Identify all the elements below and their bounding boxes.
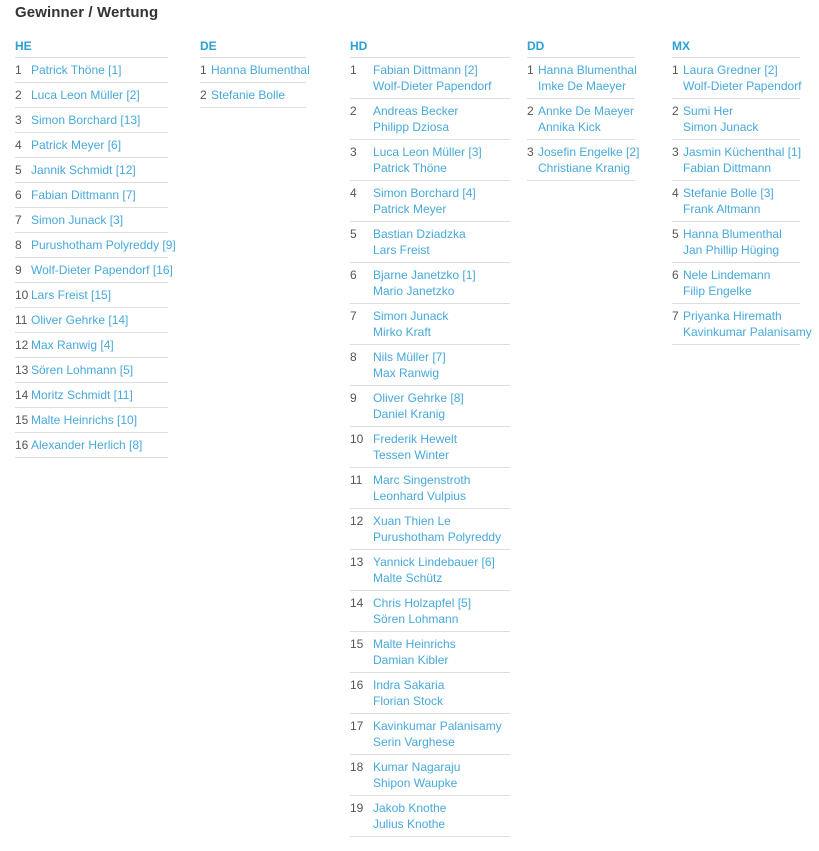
rank-number: 2 <box>15 88 22 102</box>
ranking-row <box>350 509 510 550</box>
ranking-row <box>15 108 168 133</box>
player-link[interactable]: Patrick Thöne [1] <box>31 63 122 77</box>
player-link[interactable]: Marc Singenstroth <box>373 473 471 487</box>
rank-number: 5 <box>350 227 357 241</box>
player-link[interactable]: Josefin Engelke [2] <box>538 145 640 159</box>
ranking-column <box>15 39 176 458</box>
rank-number: 6 <box>350 268 357 282</box>
ranking-row <box>527 58 635 99</box>
event-header-mx[interactable]: MX <box>672 40 800 58</box>
player-names <box>683 62 800 94</box>
rank-number: 16 <box>15 438 29 452</box>
rank-number: 17 <box>350 719 364 733</box>
player-names <box>538 144 640 176</box>
rank-number: 4 <box>672 186 679 200</box>
ranking-row <box>350 468 510 509</box>
player-names <box>373 185 510 217</box>
player-link[interactable]: Jasmin Küchenthal [1] <box>683 145 802 159</box>
rank-number: 10 <box>350 432 364 446</box>
player-names <box>31 262 173 278</box>
ranking-row <box>672 181 800 222</box>
player-names <box>31 212 168 228</box>
player-names <box>683 226 800 258</box>
rank-number: 1 <box>200 63 207 77</box>
rank-number: 3 <box>672 145 679 159</box>
player-names <box>373 759 510 791</box>
player-names <box>373 103 510 135</box>
ranking-row <box>15 233 176 258</box>
ranking-row <box>15 183 168 208</box>
ranking-row <box>15 258 173 283</box>
player-names <box>683 144 800 176</box>
player-link[interactable]: Stefanie Bolle <box>211 88 286 102</box>
ranking-row <box>15 208 168 233</box>
player-link[interactable]: Serin Varghese <box>373 735 455 749</box>
rank-number: 8 <box>15 238 22 252</box>
player-names <box>31 237 176 253</box>
event-header-hd[interactable]: HD <box>350 40 510 58</box>
ranking-row <box>672 263 800 304</box>
player-link[interactable]: Jannik Schmidt [12] <box>31 163 136 177</box>
player-names <box>538 103 635 135</box>
ranking-row <box>350 714 510 755</box>
ranking-row <box>350 550 510 591</box>
ranking-row <box>15 83 168 108</box>
player-link[interactable]: Annke De Maeyer <box>538 104 635 118</box>
player-names <box>31 337 168 353</box>
rank-number: 12 <box>350 514 364 528</box>
rank-number: 4 <box>15 138 22 152</box>
rank-number: 8 <box>350 350 357 364</box>
ranking-row <box>350 427 510 468</box>
player-link[interactable]: Wolf-Dieter Papendorf [16] <box>31 263 173 277</box>
player-names <box>373 554 510 586</box>
ranking-row <box>672 99 800 140</box>
player-link[interactable]: Xuan Thien Le <box>373 514 451 528</box>
player-names <box>683 267 800 299</box>
player-link[interactable]: Simon Borchard [4] <box>373 186 476 200</box>
ranking-row <box>672 58 800 99</box>
player-link[interactable]: Priyanka Hiremath <box>683 309 782 323</box>
player-link[interactable]: Luca Leon Müller [2] <box>31 88 140 102</box>
player-link[interactable]: Patrick Meyer <box>373 202 447 216</box>
ranking-row <box>672 304 812 345</box>
ranking-row <box>15 283 168 308</box>
player-link[interactable]: Florian Stock <box>373 694 444 708</box>
ranking-row <box>672 140 800 181</box>
player-link[interactable]: Chris Holzapfel [5] <box>373 596 472 610</box>
rank-number: 13 <box>350 555 364 569</box>
ranking-row <box>15 158 168 183</box>
player-link[interactable]: Annika Kick <box>538 120 601 134</box>
player-names <box>31 412 168 428</box>
rank-number: 11 <box>350 473 363 487</box>
player-link[interactable]: Mirko Kraft <box>373 325 432 339</box>
player-link[interactable]: Max Ranwig [4] <box>31 338 114 352</box>
player-names <box>31 287 168 303</box>
player-link[interactable]: Jakob Knothe <box>373 801 447 815</box>
player-link[interactable]: Fabian Dittmann [7] <box>31 188 136 202</box>
player-link[interactable]: Fabian Dittmann [2] <box>373 63 478 77</box>
player-link[interactable]: Julius Knothe <box>373 817 446 831</box>
rank-number: 6 <box>15 188 22 202</box>
ranking-row <box>350 58 510 99</box>
rank-number: 15 <box>350 637 364 651</box>
ranking-row <box>350 796 510 837</box>
player-link[interactable]: Lars Freist [15] <box>31 288 112 302</box>
player-names <box>31 112 168 128</box>
player-names <box>538 62 635 94</box>
player-names <box>31 387 168 403</box>
event-header-de[interactable]: DE <box>200 40 306 58</box>
ranking-row <box>15 433 168 458</box>
player-names <box>683 308 812 340</box>
player-link[interactable]: Simon Junack [3] <box>31 213 124 227</box>
rank-number: 2 <box>200 88 207 102</box>
rank-number: 1 <box>527 63 534 77</box>
ranking-row <box>15 308 168 333</box>
player-link[interactable]: Hanna Blumenthal <box>683 227 782 241</box>
rank-number: 5 <box>672 227 679 241</box>
ranking-column <box>350 40 510 837</box>
player-link[interactable]: Sören Lohmann [5] <box>31 363 134 377</box>
player-link[interactable]: Malte Heinrichs <box>373 637 456 651</box>
ranking-column <box>527 39 640 181</box>
ranking-board <box>0 40 819 845</box>
event-header-dd[interactable]: DD <box>527 40 635 58</box>
ranking-row <box>15 358 168 383</box>
player-names <box>31 312 168 328</box>
ranking-column <box>200 39 310 108</box>
player-link[interactable]: Philipp Dziosa <box>373 120 450 134</box>
rank-number: 14 <box>15 388 29 402</box>
player-names <box>31 62 168 78</box>
player-link[interactable]: Yannick Lindebauer [6] <box>373 555 495 569</box>
player-link[interactable]: Stefanie Bolle [3] <box>683 186 774 200</box>
player-names <box>373 431 510 463</box>
player-names <box>373 144 510 176</box>
player-names <box>373 800 510 832</box>
player-names <box>373 636 510 668</box>
ranking-row <box>350 386 510 427</box>
player-link[interactable]: Filip Engelke <box>683 284 752 298</box>
player-names <box>31 362 168 378</box>
ranking-row <box>350 181 510 222</box>
player-link[interactable]: Frederik Hewelt <box>373 432 458 446</box>
rank-number: 10 <box>15 288 29 302</box>
player-link[interactable]: Sumi Her <box>683 104 734 118</box>
ranking-row <box>527 99 635 140</box>
ranking-row <box>350 632 510 673</box>
ranking-row <box>350 304 510 345</box>
player-link[interactable]: Purushotham Polyreddy [9] <box>31 238 176 252</box>
player-names <box>211 87 306 103</box>
ranking-row <box>350 222 510 263</box>
rank-number: 3 <box>527 145 534 159</box>
player-link[interactable]: Lars Freist <box>373 243 430 257</box>
ranking-column <box>672 39 812 345</box>
ranking-row <box>15 383 168 408</box>
player-link[interactable]: Alexander Herlich [8] <box>31 438 143 452</box>
rank-number: 7 <box>350 309 357 323</box>
player-link[interactable]: Sören Lohmann <box>373 612 459 626</box>
rank-number: 13 <box>15 363 29 377</box>
player-names <box>373 718 510 750</box>
player-names <box>373 226 510 258</box>
player-names <box>373 349 510 381</box>
ranking-row <box>350 755 510 796</box>
player-link[interactable]: Bjarne Janetzko [1] <box>373 268 476 282</box>
player-link[interactable]: Patrick Thöne <box>373 161 447 175</box>
player-link[interactable]: Christiane Kranig <box>538 161 631 175</box>
ranking-rows <box>15 58 176 458</box>
player-link[interactable]: Oliver Gehrke [14] <box>31 313 129 327</box>
player-link[interactable]: Wolf-Dieter Papendorf <box>683 79 802 93</box>
ranking-row <box>350 673 510 714</box>
player-names <box>31 87 168 103</box>
player-link[interactable]: Kumar Nagaraju <box>373 760 461 774</box>
player-link[interactable]: Purushotham Polyreddy <box>373 530 502 544</box>
ranking-row <box>15 333 168 358</box>
player-link[interactable]: Kavinkumar Palanisamy <box>373 719 502 733</box>
ranking-row <box>350 345 510 386</box>
player-names <box>373 595 510 627</box>
rank-number: 7 <box>672 309 679 323</box>
player-link[interactable]: Malte Schütz <box>373 571 443 585</box>
player-link[interactable]: Oliver Gehrke [8] <box>373 391 464 405</box>
rank-number: 9 <box>350 391 357 405</box>
ranking-row <box>200 83 306 108</box>
ranking-row <box>672 222 800 263</box>
rank-number: 3 <box>15 113 22 127</box>
player-link[interactable]: Hanna Blumenthal <box>211 63 310 77</box>
rank-number: 3 <box>350 145 357 159</box>
player-link[interactable]: Frank Altmann <box>683 202 761 216</box>
player-link[interactable]: Andreas Becker <box>373 104 459 118</box>
ranking-rows <box>350 58 510 837</box>
player-link[interactable]: Simon Borchard [13] <box>31 113 141 127</box>
ranking-row <box>350 140 510 181</box>
player-names <box>373 267 510 299</box>
player-link[interactable]: Max Ranwig <box>373 366 440 380</box>
player-link[interactable]: Indra Sakaria <box>373 678 445 692</box>
player-names <box>373 677 510 709</box>
player-names <box>373 472 510 504</box>
rank-number: 1 <box>350 63 357 77</box>
rank-number: 9 <box>15 263 22 277</box>
player-names <box>373 62 510 94</box>
player-names <box>211 62 310 78</box>
player-names <box>683 103 800 135</box>
player-names <box>31 162 168 178</box>
player-link[interactable]: Leonhard Vulpius <box>373 489 466 503</box>
player-link[interactable]: Jan Phillip Hüging <box>683 243 780 257</box>
player-link[interactable]: Damian Kibler <box>373 653 449 667</box>
rank-number: 15 <box>15 413 29 427</box>
player-link[interactable]: Tessen Winter <box>373 448 450 462</box>
player-link[interactable]: Patrick Meyer [6] <box>31 138 122 152</box>
rank-number: 12 <box>15 338 29 352</box>
rank-number: 6 <box>672 268 679 282</box>
rank-number: 4 <box>350 186 357 200</box>
player-link[interactable]: Bastian Dziadzka <box>373 227 466 241</box>
player-link[interactable]: Fabian Dittmann <box>683 161 772 175</box>
rank-number: 16 <box>350 678 364 692</box>
player-link[interactable]: Moritz Schmidt [11] <box>31 388 133 402</box>
rank-number: 1 <box>15 63 22 77</box>
player-link[interactable]: Nele Lindemann <box>683 268 771 282</box>
rank-number: 2 <box>672 104 679 118</box>
player-link[interactable]: Mario Janetzko <box>373 284 455 298</box>
ranking-row <box>200 58 310 83</box>
player-names <box>373 308 510 340</box>
event-header-he[interactable]: HE <box>15 40 168 58</box>
ranking-row <box>350 591 510 632</box>
player-names <box>31 137 168 153</box>
player-link[interactable]: Daniel Kranig <box>373 407 446 421</box>
ranking-row <box>350 99 510 140</box>
rank-number: 2 <box>350 104 357 118</box>
rank-number: 19 <box>350 801 364 815</box>
player-names <box>373 513 510 545</box>
rank-number: 14 <box>350 596 364 610</box>
player-link[interactable]: Wolf-Dieter Papendorf <box>373 79 492 93</box>
player-names <box>31 187 168 203</box>
rank-number: 1 <box>672 63 679 77</box>
ranking-row <box>350 263 510 304</box>
player-link[interactable]: Hanna Blumenthal <box>538 63 637 77</box>
player-link[interactable]: Malte Heinrichs [10] <box>31 413 138 427</box>
page-title: Gewinner / Wertung <box>15 4 159 21</box>
rank-number: 5 <box>15 163 22 177</box>
player-link[interactable]: Simon Junack <box>683 120 759 134</box>
player-names <box>31 437 168 453</box>
ranking-row <box>15 408 168 433</box>
player-names <box>683 185 800 217</box>
ranking-row <box>15 133 168 158</box>
ranking-rows <box>527 58 640 181</box>
rank-number: 2 <box>527 104 534 118</box>
ranking-rows <box>200 58 310 108</box>
player-link[interactable]: Shipon Waupke <box>373 776 458 790</box>
player-link[interactable]: Luca Leon Müller [3] <box>373 145 482 159</box>
rank-number: 18 <box>350 760 364 774</box>
ranking-row <box>15 58 168 83</box>
player-link[interactable]: Imke De Maeyer <box>538 79 627 93</box>
ranking-rows <box>672 58 812 345</box>
ranking-row <box>527 140 640 181</box>
player-link[interactable]: Kavinkumar Palanisamy <box>683 325 812 339</box>
rank-number: 11 <box>15 313 28 327</box>
player-link[interactable]: Simon Junack <box>373 309 449 323</box>
player-names <box>373 390 510 422</box>
player-link[interactable]: Nils Müller [7] <box>373 350 446 364</box>
rank-number: 7 <box>15 213 22 227</box>
player-link[interactable]: Laura Gredner [2] <box>683 63 778 77</box>
